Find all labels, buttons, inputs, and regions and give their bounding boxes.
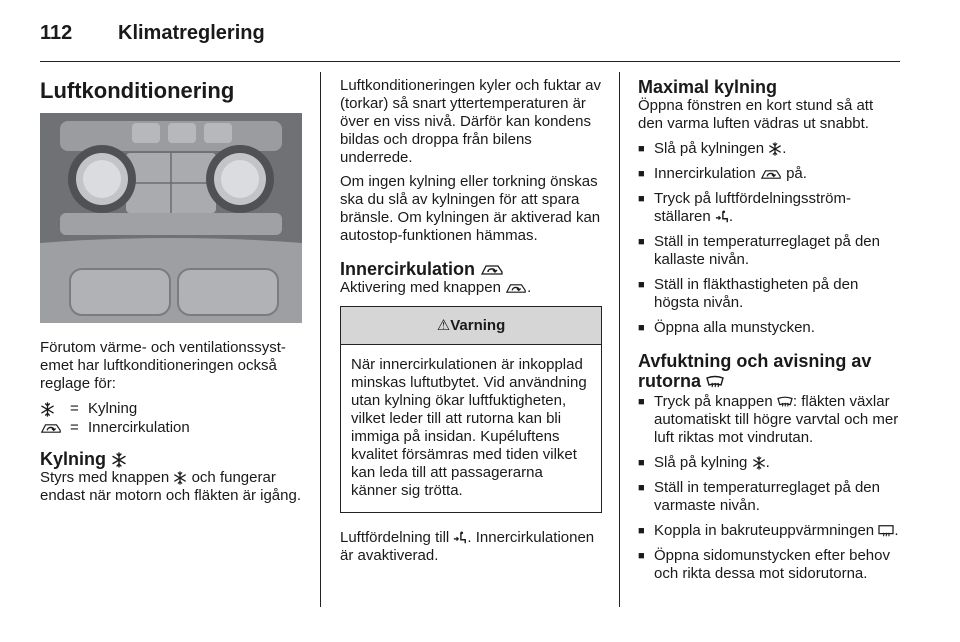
recirculation-icon [480,263,504,277]
column-3 [638,72,902,583]
seat-air-icon [453,531,467,545]
windshield-defrost-icon [777,395,793,409]
section-title: Luftkonditionering [40,78,235,103]
max-cooling-heading: Maximal kylning [638,77,778,97]
legend-row: = Innercirkulation [40,418,305,437]
intro-text: Förutom värme- och ventilationssystemet har luftkonditioneringen också reglage för: [40,339,286,392]
kylning-text: Styrs med knappen och fungerar endast när motorn och fläkten är igång. [40,469,301,504]
seat-air-icon [715,210,729,224]
column-2 [340,72,602,565]
column-divider-2 [619,72,620,607]
paragraph-1: Luftkonditioneringen kyler och fuktar av (torkar) så snart yttertemperaturen är över en viss nivå. Därför kan kondens bildas och droppa från bilens underrede. [340,77,601,166]
paragraph-2: Om ingen kylning eller torkning önskas ska du slå av kylningen för att spara bränsle. Om kylningen är aktiverad kan autostop-funktionen hämmas. [340,173,601,244]
snowflake-icon [752,456,766,470]
kylning-heading: Kylning [40,449,305,469]
max-cooling-list [638,140,902,337]
page-number: 112 [40,22,73,44]
list-item: ■ Tryck på luftfördelningsströmställaren . [638,190,902,226]
rear-window-heating-icon [878,524,894,538]
column-divider-1 [320,72,321,607]
list-item: ■ Ställ in fläkthastigheten på den högsta nivån. [638,276,902,312]
page-header [40,22,265,48]
list-item: ■ Slå på kylning . [638,454,902,472]
snowflake-icon [768,142,782,156]
chapter-title: Klimatreglering [118,22,265,44]
air-distribution-text: Luftfördelning till . Innercirkulationen är avaktiverad. [340,529,595,564]
warning-body: När innercirkulationen är inkopplad minskas luftutbytet. Vid användning utan kylning ökar luftfuktigheten, vilket leder till att rutorna kan bli immiga på insidan. Kupéluftens kvalitet försämras med tiden vilket kan leda till att passagerarna känner sig trötta. [351,356,587,499]
snowflake-icon [111,452,127,468]
recirculation-icon [760,168,782,181]
list-item: ■ Innercirkulation på. [638,165,902,183]
legend-label: Kylning [88,400,138,417]
max-cooling-intro: Öppna fönstren en kort stund så att den varma luften vädras ut snabbt. [638,97,874,132]
list-item: ■ Koppla in bakruteuppvärmningen . [638,522,902,540]
windshield-defrost-icon [706,374,724,390]
legend [40,399,305,437]
recirculation-icon [40,422,62,435]
column-1 [40,72,305,505]
list-item: ■ Öppna sidomunstycken efter behov och rikta dessa mot sidorutorna. [638,547,902,583]
innercirkulation-text: Aktivering med knappen . [340,279,532,296]
snowflake-icon [40,402,55,417]
list-item: ■ Tryck på knappen : fläkten växlar automatiskt till högre varvtal och mer luft riktas mot vindrutan. [638,393,902,447]
header-rule [40,61,900,62]
defrost-heading: Avfuktning och avisning av rutorna [638,351,872,391]
recirculation-icon [505,282,527,295]
climate-control-photo [40,113,302,323]
warning-icon: ⚠ [436,317,451,334]
list-item: ■ Ställ in temperaturreglaget på den varmaste nivån. [638,479,902,515]
list-item: ■ Slå på kylningen . [638,140,902,158]
snowflake-icon [173,471,187,485]
list-item: ■ Öppna alla munstycken. [638,319,902,337]
legend-row: = Kylning [40,399,305,418]
legend-label: Innercirkulation [88,419,190,436]
warning-box [340,306,602,513]
list-item: ■ Ställ in temperaturreglaget på den kallaste nivån. [638,233,902,269]
defrost-list [638,393,902,583]
innercirkulation-heading: Innercirkulation [340,259,602,279]
warning-header: ⚠Varning [341,307,601,345]
